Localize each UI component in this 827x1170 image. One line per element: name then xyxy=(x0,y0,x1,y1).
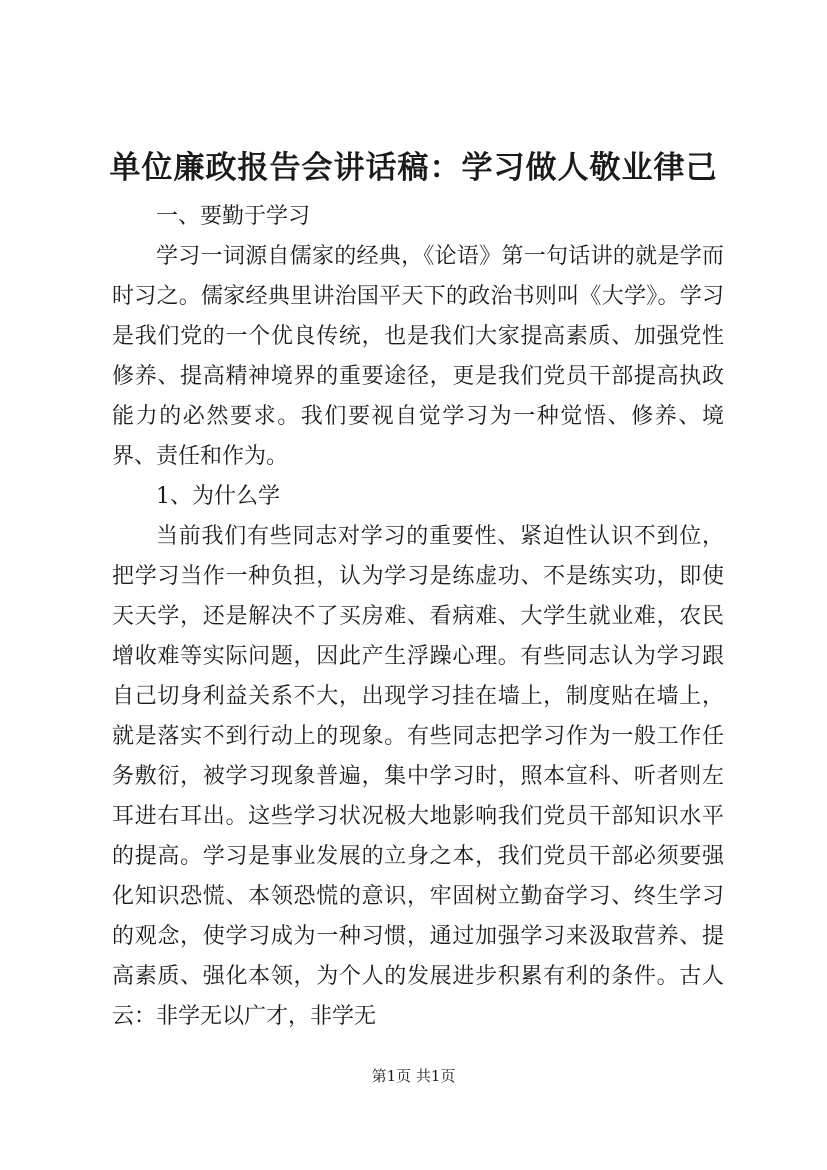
paragraph-study-intro: 学习一词源自儒家的经典，《论语》第一句话讲的就是学而时习之。儒家经典里讲治国平天下的政治书则叫《大学》。学习是我们党的一个优良传统，也是我们大家提高素质、加强党性修养、提高精神境界的重要途径，更是我们党员干部提高执政能力的必然要求。我们要视自觉学习为一种觉悟、修养、境界、责任和作为。 xyxy=(112,244,724,469)
document-title: 单位廉政报告会讲话稿：学习做人敬业律己 xyxy=(109,150,718,186)
page-number-footer: 第1页 共1页 xyxy=(371,1067,456,1085)
subsection-heading-why-study: 1、为什么学 xyxy=(156,484,280,509)
paragraph-why-study: 当前我们有些同志对学习的重要性、紧迫性认识不到位，把学习当作一种负担，认为学习是练虚功、不是练实功，即使天天学，还是解决不了买房难、看病难、大学生就业难，农民增收难等实际问题，因此产生浮躁心理。有些同志认为学习跟自己切身利益关系不大，出现学习挂在墙上，制度贴在墙上，就是落实不到行动上的现象。有些同志把学习作为一般工作任务敷衍，被学习现象普遍，集中学习时，照本宣科、听者则左耳进右耳出。这些学习状况极大地影响我们党员干部知识水平的提高。学习是事业发展的立身之本，我们党员干部必须要强化知识恐慌、本领恐慌的意识，牢固树立勤奋学习、终生学习的观念，使学习成为一种习惯，通过加强学习来汲取营养、提高素质、强化本领，为个人的发展进步积累有利的条件。古人云：非学无以广才，非学无 xyxy=(112,524,724,1029)
document-body xyxy=(112,197,724,1037)
section-heading-study: 一、要勤于学习 xyxy=(156,204,311,229)
